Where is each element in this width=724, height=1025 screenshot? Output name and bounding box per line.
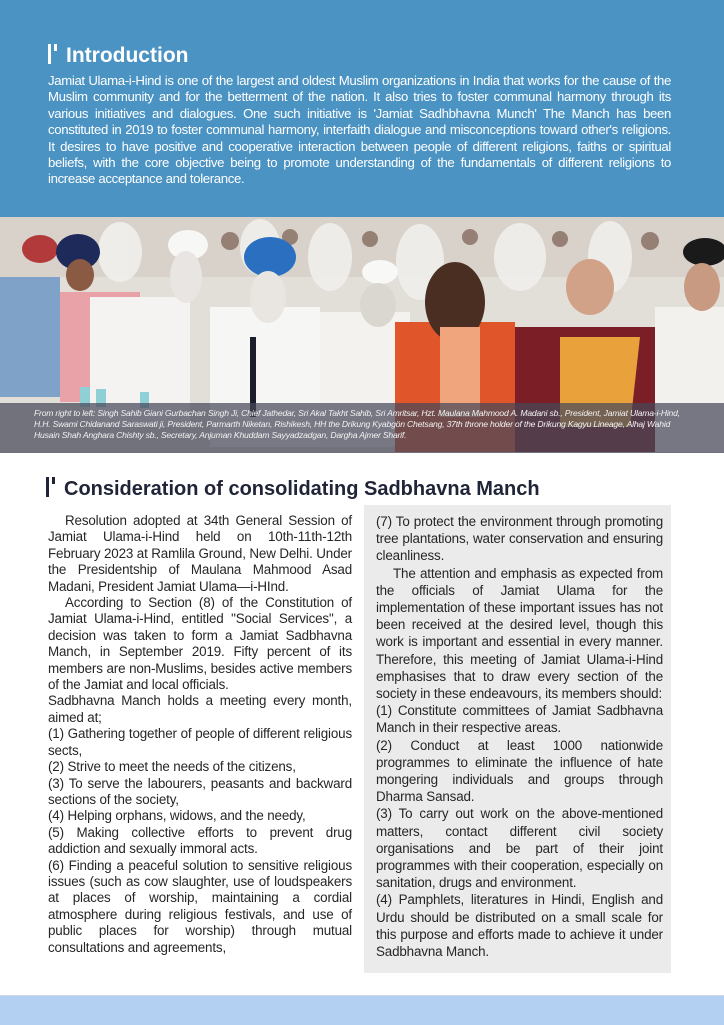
left-column [48, 513, 352, 956]
group-photo [0, 217, 724, 453]
footer-strip [0, 995, 724, 1025]
left-column-paragraph: Sadbhavna Manch holds a meeting every month, aimed at; [48, 693, 352, 725]
right-column-paragraph: (1) Constitute committees of Jamiat Sadbhavna Manch in their respective areas. [376, 703, 663, 736]
left-column-paragraph: Resolution adopted at 34th General Session of Jamiat Ulama-i-Hind held on 10th-11th-12th February 2023 at Ramlila Ground, New Delhi. Under the Presidentship of Maulana Mahmood Asad Madani, President Jamiat Ulama—i-HInd. [48, 513, 352, 594]
introduction-title: Introduction [66, 44, 189, 67]
right-column-paragraph: (4) Pamphlets, literatures in Hindi, English and Urdu should be distributed on a small scale for this purpose and efforts made to achieve it under Sadbhavna Manch. [376, 892, 663, 960]
right-column [376, 513, 663, 960]
heading-marker-icon [46, 477, 58, 497]
right-column-paragraph: (3) To carry out work on the above-mentioned matters, contact different civil society organisations and be part of their joint programmes with their cooperation, especially on sanitation, drugs and environment. [376, 806, 663, 891]
right-column-paragraph: The attention and emphasis as expected from the officials of Jamiat Ulama for the implementation of these important issues has not been received at the desired level, though this work is important and essential in every manner. Therefore, this meeting of Jamiat Ulama-i-Hind emphasises that to draw every section of the society in these endeavours, its members should: [376, 565, 663, 702]
left-column-paragraph: (1) Gathering together of people of different religious sects, [48, 726, 352, 758]
right-column-paragraph: (7) To protect the environment through promoting tree plantations, water conservation and ensuring cleanliness. [376, 514, 663, 564]
left-column-paragraph: According to Section (8) of the Constitution of Jamiat Ulama-i-Hind, entitled "Social Services", a decision was taken to form a Jamiat Sadbhavna Manch, in September 2019. Fifty percent of its members are non-Muslims, besides active members of the Jamiat and local officials. [48, 595, 352, 693]
section-title-text: Consideration of consolidating Sadbhavna Manch [64, 478, 540, 500]
introduction-section [0, 0, 724, 217]
photo-caption-bar [0, 403, 724, 453]
right-column-panel [364, 505, 671, 973]
left-column-paragraph: (3) To serve the labourers, peasants and backward sections of the society, [48, 775, 352, 807]
left-column-paragraph: (2) Strive to meet the needs of the citizens, [48, 759, 296, 775]
heading-marker-icon [48, 44, 60, 64]
introduction-heading [48, 42, 188, 70]
section-heading [46, 476, 540, 502]
photo-caption: From right to left: Singh Sahib Giani Gurbachan Singh Ji, Chief Jathedar, Sri Akal Takht Sahib, Sri Amritsar, Hzt. Maulana Mahmood A. Madani sb., President, Jamiat Ulama-i-Hind, H.H. Swami Chidanand Saraswati ji, President, Parmarth Niketan, Rishikesh, HH the Drikung Kyabgön Chetsang, 37th throne holder of the Drikung Kagyu Lineage, Alhaj Wahid Husain Shah Anghara Chishty sb., Secretary, Anjuman Khuddam Sayyadzadgan, Dargha Ajmer Sharif. [34, 408, 680, 441]
left-column-paragraph: (6) Finding a peaceful solution to sensitive religious issues (such as cow slaughter, use of loudspeakers at places of worship, maintaining a cordial atmosphere during religious festivals, and use of public places for worship) through mutual consultations and agreements, [48, 857, 352, 955]
left-column-paragraph: (4) Helping orphans, widows, and the needy, [48, 808, 306, 824]
introduction-body: Jamiat Ulama-i-Hind is one of the largest and oldest Muslim organizations in India that works for the cause of the Muslim community and for the betterment of the nation. It also tries to foster communal harmony through its various initiatives and dialogues. One such initiative is 'Jamiat Sadhbhavna Munch' The Manch has been constituted in 2019 to foster communal harmony, interfaith dialogue and misconceptions toward other's religions. It desires to have positive and cooperative interaction between people of different religions, faiths or spiritual beliefs, with the core objective being to promote understanding of the fundamentals of different religions to increase acceptance and tolerance. [48, 73, 671, 187]
left-column-paragraph: (5) Making collective efforts to prevent drug addiction and sexually immoral acts. [48, 824, 352, 857]
right-column-paragraph: (2) Conduct at least 1000 nationwide programmes to eliminate the influence of hate mongering individuals and groups through Dharma Sansad. [376, 737, 663, 805]
